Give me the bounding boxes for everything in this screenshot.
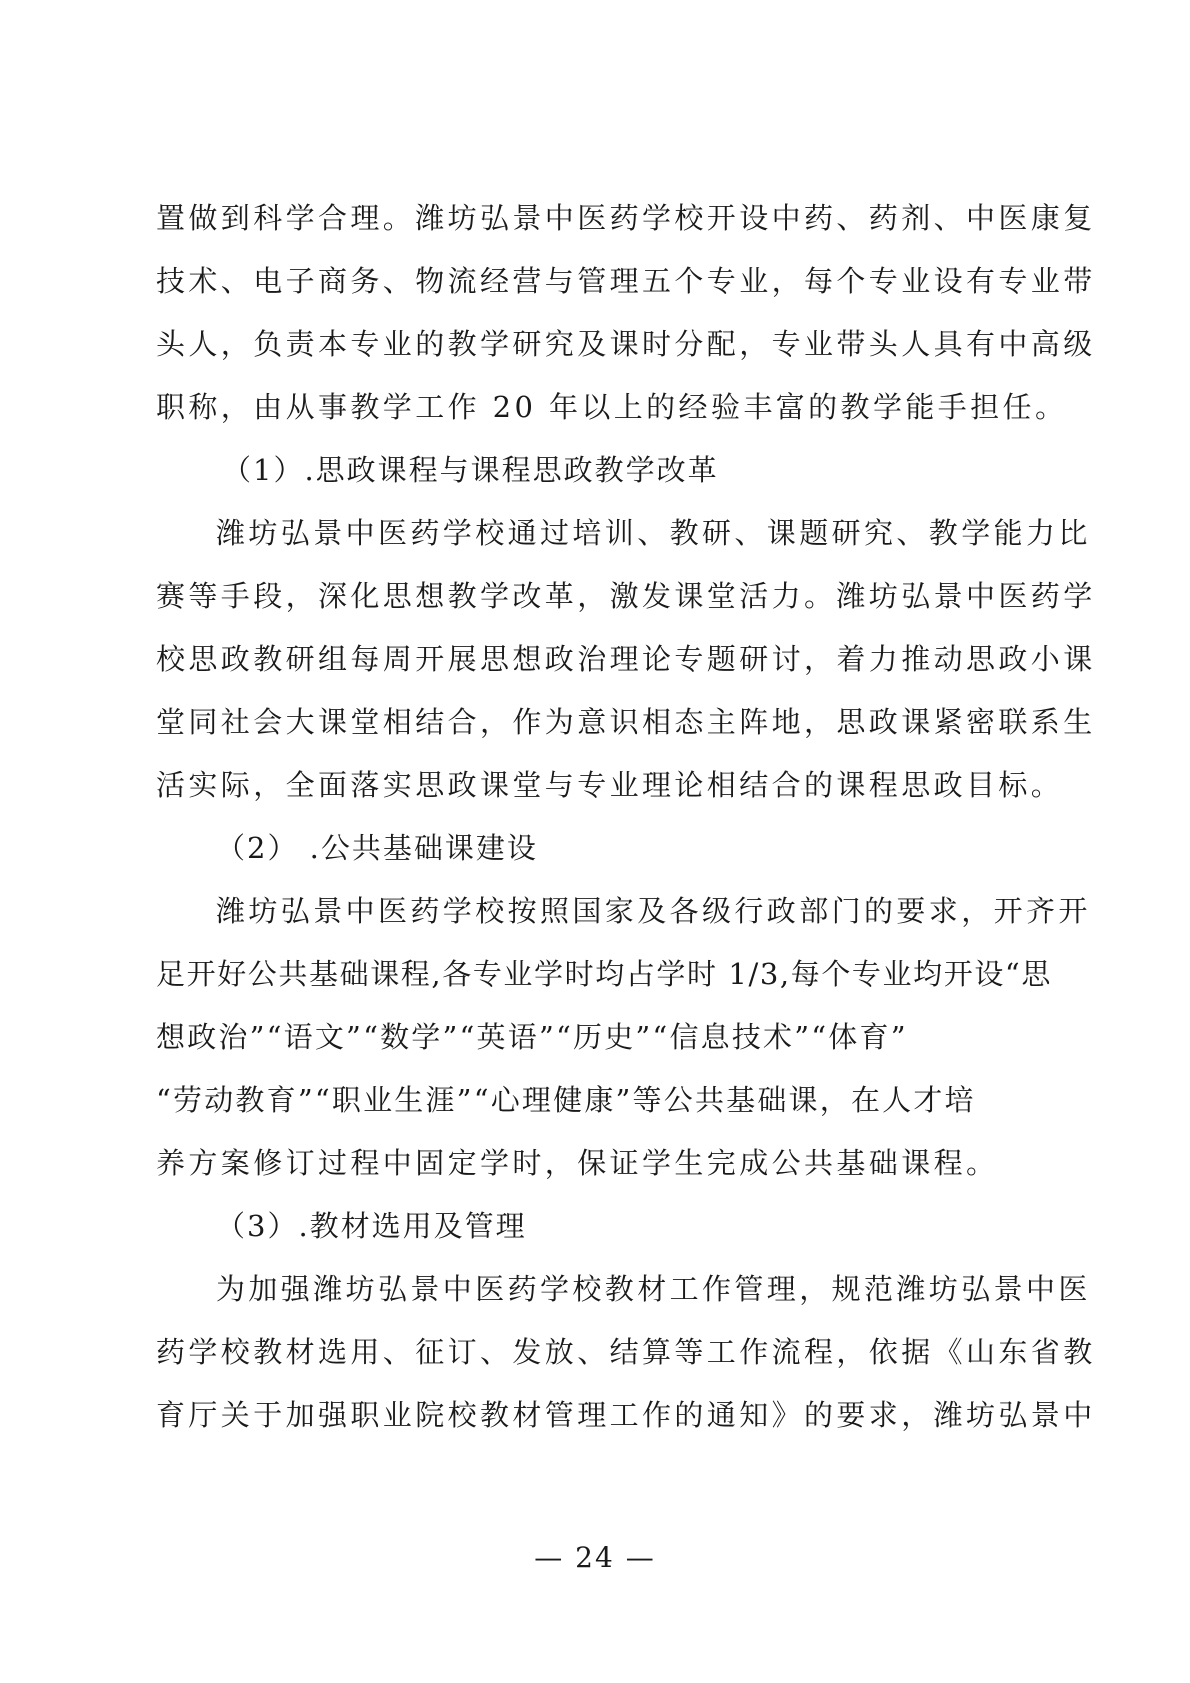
paragraph-line: 校思政教研组每周开展思想政治理论专题研讨，着力推动思政小课 [156, 642, 1096, 676]
paragraph-line: 置做到科学合理。潍坊弘景中医药学校开设中药、药剂、中医康复 [156, 201, 1096, 235]
paragraph-line: 想政治”“语文”“数学”“英语”“历史”“信息技术”“体育” [156, 1020, 908, 1054]
paragraph-line: 养方案修订过程中固定学时，保证学生完成公共基础课程。 [156, 1146, 999, 1180]
paragraph-line: 赛等手段，深化思想教学改革，激发课堂活力。潍坊弘景中医药学 [156, 579, 1096, 613]
section-heading-2: （2） .公共基础课建设 [216, 831, 538, 865]
section-heading-3: （3）.教材选用及管理 [216, 1209, 527, 1243]
paragraph-line: 潍坊弘景中医药学校通过培训、教研、课题研究、教学能力比 [216, 516, 1091, 550]
paragraph-line: 职称，由从事教学工作 20 年以上的经验丰富的教学能手担任。 [156, 390, 1068, 424]
paragraph-line: 头人，负责本专业的教学研究及课时分配，专业带头人具有中高级 [156, 327, 1096, 361]
paragraph-line: 活实际，全面落实思政课堂与专业理论相结合的课程思政目标。 [156, 768, 1064, 802]
paragraph-line: “劳动教育”“职业生涯”“心理健康”等公共基础课，在人才培 [156, 1083, 976, 1117]
paragraph-line: 为加强潍坊弘景中医药学校教材工作管理，规范潍坊弘景中医 [216, 1272, 1091, 1306]
paragraph-line: 潍坊弘景中医药学校按照国家及各级行政部门的要求，开齐开 [216, 894, 1091, 928]
paragraph-line: 足开好公共基础课程,各专业学时均占学时 1/3,每个专业均开设“思 [156, 957, 1052, 991]
paragraph-line: 技术、电子商务、物流经营与管理五个专业，每个专业设有专业带 [156, 264, 1096, 298]
paragraph-line: 堂同社会大课堂相结合，作为意识相态主阵地，思政课紧密联系生 [156, 705, 1096, 739]
page-number: — 24 — [534, 1541, 656, 1574]
section-heading-1: （1）.思政课程与课程思政教学改革 [222, 453, 719, 487]
paragraph-line: 育厅关于加强职业院校教材管理工作的通知》的要求，潍坊弘景中 [156, 1398, 1096, 1432]
paragraph-line: 药学校教材选用、征订、发放、结算等工作流程，依据《山东省教 [156, 1335, 1096, 1369]
